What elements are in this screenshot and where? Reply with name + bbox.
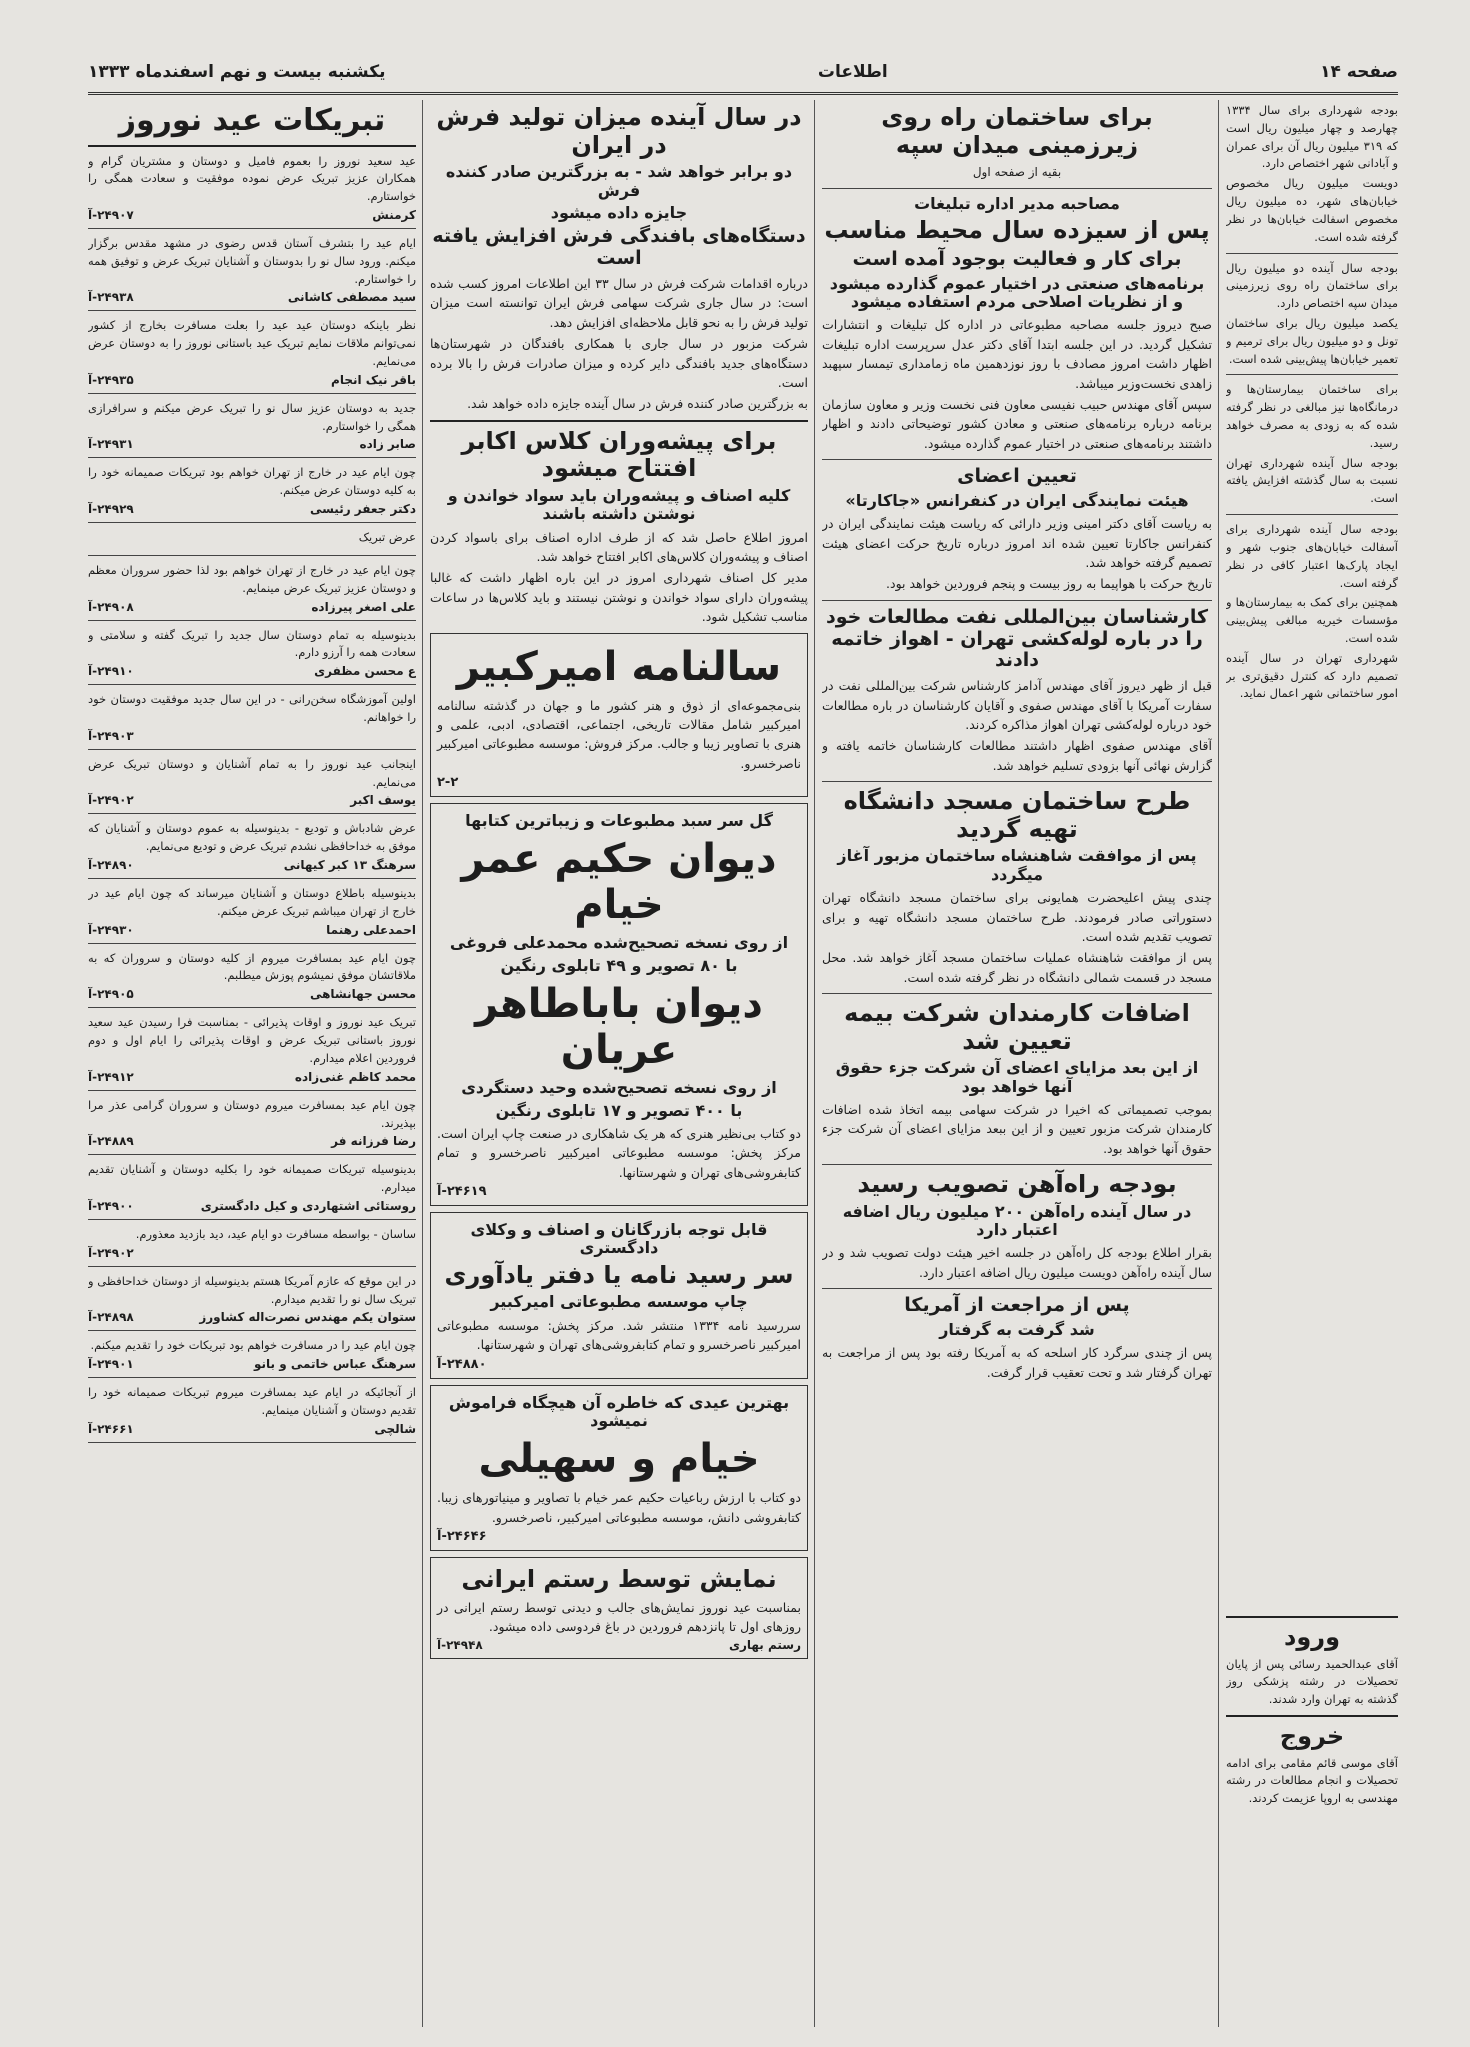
ad-rostam: [430, 1557, 808, 1659]
greeting-footer: [88, 208, 416, 222]
ad-title: سر رسید نامه یا دفتر یادآوری: [444, 1260, 794, 1289]
side-paragraph: بودجه سال آینده شهرداری تهران نسبت به سال گذشته افزایش یافته است.: [1226, 455, 1398, 506]
greeting-text: عرض تبریک: [358, 530, 416, 545]
article-paragraph: پس از موافقت شاهنشاه عملیات ساختمان مسجد آغاز خواهد شد. محل مسجد در قسمت شمالی دانشگاه در نظر گرفته شده است.: [822, 950, 1212, 985]
ad-pretitle: گل سر سبد مطبوعات و زیباترین کتابها: [465, 811, 773, 831]
greeting-notice: [88, 400, 416, 459]
arrivals-departures: [1226, 1610, 1398, 2027]
greeting-footer: [88, 437, 416, 451]
ad-text: سررسید نامه ۱۳۳۴ منتشر شد. مرکز پخش: موسسه مطبوعاتی امیرکبیر ناصرخسرو و تمام کتابفروشی‌های تهران و شهرستانها.: [437, 1317, 801, 1353]
subhead: دستگاه‌های بافندگی فرش افزایش یافته است: [432, 225, 806, 270]
greeting-text: عرض شادباش و تودیع - بدینوسیله به عموم دوستان و آشنایان که موفق به خداحافظی نشدم تبریک عرض و تودیع می‌نمایم.: [88, 821, 416, 854]
greeting-signature: یوسف اکبر: [350, 793, 416, 808]
greeting-notice: [88, 1384, 416, 1443]
greeting-code: ۲۴۸۹۸-آ: [88, 1310, 134, 1325]
ad-title: خیام و سهیلی: [478, 1436, 760, 1483]
greeting-notice: [88, 562, 416, 621]
greeting-code: ۲۴۶۶۱-آ: [88, 1421, 134, 1436]
ad-pretitle: قابل توجه بازرگانان و اصناف و وکلای دادگستری: [470, 1220, 768, 1258]
subhead: تعیین اعضای: [957, 465, 1077, 488]
greeting-notice: [88, 1226, 416, 1267]
greeting-signature: صابر زاده: [359, 437, 416, 452]
ad-code: ۲۴۶۱۹-آ: [437, 1184, 487, 1200]
ad-subtitle: با ۸۰ تصویر و ۴۹ تابلوی رنگین: [500, 955, 738, 975]
greeting-footer: [88, 729, 416, 743]
greeting-code: ۲۴۹۱۰-آ: [88, 664, 134, 679]
greeting-text: تبریک عید نوروز و اوقات پذیرائی - بمناسبت فرا رسیدن عید سعید نوروز باستانی تبریک عرض و اوقات پذیرائی را ایام اول و دوم فروردین اعلام میدارم.: [88, 1015, 416, 1065]
column-rule: [1218, 100, 1219, 2027]
ad-pretitle: بهترین عیدی که خاطره آن هیچگاه فراموش نمیشود: [448, 1392, 790, 1430]
subhead: طرح ساختمان مسجد دانشگاه تهیه گردید: [843, 787, 1191, 843]
arrivals-heading: ورود: [1284, 1623, 1340, 1651]
departures-text: آقای موسی قائم مقامی برای ادامه تحصیلات و انجام مطالعات در رشته مهندسی به اروپا عزیمت کردند.: [1226, 1755, 1398, 1806]
article-paragraph: مدیر کل اصناف شهرداری امروز در این باره اظهار داشت که غالبا پیشه‌وران دارای سواد خواندن و نوشتن نیستند و باید کلاس‌ها در ساعات مناسب تشکیل شود.: [430, 570, 808, 625]
article-paragraph: تاریخ حرکت با هواپیما به روز بیست و پنجم فروردین خواهد بود.: [886, 576, 1212, 592]
greeting-footer: [88, 1310, 416, 1324]
article-paragraph: چندی پیش اعلیحضرت همایونی برای ساختمان مسجد دانشگاه تهران دستوراتی صادر فرمودند. طرح ساختمان مسجد دانشگاه تهیه و برای تصویب تقدیم شده است.: [822, 890, 1212, 944]
headline-carpet: در سال آینده میزان تولید فرش در ایران: [436, 103, 802, 159]
side-paragraph: بودجه شهرداری برای سال ۱۳۳۴ چهارصد و چهار میلیون ریال است که ۳۱۹ میلیون ریال آن برای عمران و آبادانی شهر اختصاص دارد.: [1226, 103, 1398, 171]
greeting-notice: [88, 317, 416, 393]
ad-title: دیوان باباطاهر عریان: [475, 981, 763, 1074]
subhead: جایزه داده میشود: [550, 202, 688, 222]
greeting-signature: علی اصغر پیرزاده: [311, 599, 416, 614]
greeting-code: ۲۴۸۹۰-آ: [88, 858, 134, 872]
ad-footer: [437, 1638, 801, 1652]
ad-diary: [430, 1212, 808, 1379]
column-rule: [814, 100, 815, 2027]
ad-subtitle: از روی نسخه تصحیح‌شده محمدعلی فروغی: [449, 933, 789, 953]
article-paragraph: امروز اطلاع حاصل شد که از طرف اداره اصناف برای باسواد کردن اصناف و پیشه‌وران کلاس‌های اکابر افتتاح خواهد شد.: [430, 529, 808, 565]
greeting-footer: [88, 502, 416, 516]
greeting-text: جدید به دوستان عزیز سال نو را تبریک عرض میکنم و سرافرازی همگی را خواستارم.: [88, 400, 416, 433]
greeting-text: بدینوسیله به تمام دوستان سال جدید را تبریک گفته و سلامتی و سعادت همه را آرزو دارم.: [88, 627, 416, 660]
middle-column: [430, 100, 808, 2027]
ad-signature: رستم بهاری: [728, 1638, 801, 1653]
ad-yearbook: [430, 633, 808, 798]
side-paragraph: بودجه سال آینده دو میلیون ریال برای ساختمان راه روی زیرزمینی میدان سپه اختصاص دارد.: [1226, 260, 1398, 311]
subhead: پس از سیزده سال محیط مناسب: [824, 216, 1210, 245]
greeting-signature: سرهنگ ۱۳ کبر کیهانی: [283, 858, 416, 872]
ad-code: ۲۴۹۴۸-آ: [437, 1638, 483, 1653]
greeting-footer: [88, 1357, 416, 1371]
page-number: صفحه ۱۴: [1320, 62, 1398, 82]
subhead: برنامه‌های صنعتی در اختیار عموم گذارده میشود و از نظریات اصلاحی مردم استفاده میشود: [829, 273, 1205, 311]
ad-text: بمناسبت عید نوروز نمایش‌های جالب و دیدنی توسط رستم ایرانی در روزهای اول تا پانزدهم فروردین در باغ فردوسی داده میشود.: [437, 1599, 801, 1635]
greeting-signature: روستائی اشتهاردی و کیل دادگستری: [200, 1198, 416, 1213]
greeting-footer: [88, 923, 416, 937]
greeting-signature: باقر نیک انجام: [331, 372, 416, 387]
greeting-text: ایام عید را بتشرف آستان قدس رضوی در مشهد مقدس برگزار میکنم. ورود سال نو را بدوستان و آشنایان تبریک عرض و توفیق همه را خواستارم.: [88, 235, 416, 286]
arrivals-text: آقای عبدالحمید رسائی پس از پایان تحصیلات در رشته پزشکی روز گذشته به تهران وارد شدند.: [1226, 1656, 1398, 1707]
greeting-footer: [88, 858, 416, 872]
article-paragraph: صبح دیروز جلسه مصاحبه مطبوعاتی در اداره کل تبلیغات و انتشارات تشکیل گردید. در این جلسه ابتدا آقای دکتر عدل سرپرست اداره تبلیغات اظهار داشت امروز مصادف با روز نوزدهمین ماه زمامداری تیمسار سپهبد زاهدی نخست‌وزیر میباشد.: [822, 317, 1212, 391]
paper-name: اطلاعات: [817, 62, 888, 82]
headline-classes: برای پیشه‌وران کلاس اکابر افتتاح میشود: [461, 426, 777, 483]
greeting-code: ۲۴۸۸۹-آ: [88, 1134, 134, 1149]
article-paragraph: به ریاست آقای دکتر امینی وزیر دارائی که ریاست هیئت نمایندگی ایران در کنفرانس جاکارتا تعیین شده اند امروز درباره تاریخ حرکت اعضای هیئت تصمیم گرفته خواهد شد.: [822, 516, 1212, 570]
subhead: هیئت نمایندگی ایران در کنفرانس «جاکارتا»: [845, 490, 1189, 510]
greeting-footer: [88, 600, 416, 614]
subhead: از این بعد مزایای اعضای آن شرکت جزء حقوق آنها خواهد بود: [835, 1058, 1199, 1096]
ad-text: بنی‌مجموعه‌ای از ذوق و هنر کشور ما و جهان در گذشته سالنامه امیرکبیر شامل مقالات تاریخی، اجتماعی، اقتصادی، ادبی، علمی و هنری با تصاویر زیبا و جالب. مرکز فروش: موسسه مطبوعاتی امیرکبیر ناصرخسرو.: [437, 697, 801, 771]
article-paragraph: سپس آقای مهندس حبیب نفیسی معاون فنی نخست وزیر و معاون سازمان برنامه درباره برنامه‌های صنعتی و معادن کشور توضیحاتی دادند و اظهار داشتند برنامه‌های صنعتی در اختیار عموم گذارده میشود.: [822, 396, 1212, 451]
greeting-notice: [88, 153, 416, 229]
ad-text: دو کتاب بی‌نظیر هنری که هر یک شاهکاری در صنعت چاپ ایران است. مرکز پخش: موسسه مطبوعاتی امیرکبیر ناصرخسرو و تمام کتابفروشی‌های تهران و شهرستانها.: [437, 1125, 801, 1180]
greeting-notice: [88, 1014, 416, 1090]
greeting-text: ساسان - بواسطه مسافرت دو ایام عید، دید بازدید معذورم.: [135, 1226, 416, 1241]
subhead: در سال آینده راه‌آهن ۲۰۰ میلیون ریال اضافه اعتبار دارد: [842, 1201, 1192, 1240]
greeting-code: ۲۴۹۱۲-آ: [88, 1069, 134, 1084]
column-rule: [422, 100, 423, 2027]
greeting-notice: [88, 235, 416, 311]
greeting-code: ۲۴۹۰۳-آ: [88, 728, 134, 743]
greeting-code: ۲۴۹۰۰-آ: [88, 1198, 134, 1213]
greeting-footer: [88, 1246, 416, 1260]
article-paragraph: به بزرگترین صادر کننده فرش در سال آینده جایزه داده خواهد شد.: [467, 396, 808, 412]
greeting-notice: [88, 885, 416, 944]
ad-subtitle: چاپ موسسه مطبوعاتی امیرکبیر: [490, 1292, 748, 1312]
subhead: کارشناسان بین‌المللی نفت مطالعات خود را در باره لوله‌کشی تهران - اهواز خاتمه دادند: [825, 605, 1209, 672]
greeting-text: بدینوسیله باطلاع دوستان و آشنایان میرساند که چون ایام عید در خارج از تهران میباشم تبریک عرض میکنم.: [88, 886, 416, 918]
greeting-text: نظر باینکه دوستان عید عید را بعلت مسافرت بخارج از کشور نمی‌توانم ملاقات نمایم تبریک عید باستانی نوروز را به دوستان عرض می‌نمایم.: [88, 318, 416, 368]
side-paragraph: یکصد میلیون ریال برای ساختمان تونل و دو میلیون ریال برای ترمیم و تعمیر خیابان‌ها پیش‌بینی شده است.: [1226, 315, 1398, 366]
greeting-text: در این موقع که عازم آمریکا هستم بدینوسیله از دوستان خداحافظی و تبریک سال نو را تقدیم میدارم.: [88, 1273, 416, 1306]
greeting-code: ۲۴۹۳۱-آ: [88, 437, 134, 452]
side-paragraph: برای ساختمان بیمارستان‌ها و درمانگاه‌ها نیز مبالغی در نظر گرفته شده که به زودی به مصرف خواهد رسید.: [1226, 382, 1398, 450]
greeting-text: اولین آموزشگاه سخن‌رانی - در این سال جدید موفقیت دوستان خود را خواهانم.: [88, 692, 416, 724]
greeting-notice: [88, 1273, 416, 1332]
greeting-notice: [88, 1161, 416, 1220]
greeting-notice: [88, 1097, 416, 1156]
greeting-notice: [88, 820, 416, 879]
greeting-text: بدینوسیله تبریکات صمیمانه خود را بکلیه دوستان و آشنایان تقدیم میدارم.: [88, 1162, 416, 1195]
subhead: پس از موافقت شاهنشاه ساختمان مزبور آغاز میگردد: [837, 846, 1197, 884]
subhead: کلیه اصناف و پیشه‌وران باید سواد خواندن و نوشتن داشته باشند: [447, 485, 791, 524]
greeting-notice: [88, 627, 416, 686]
ad-title: دیوان حکیم عمر خیام: [461, 836, 777, 929]
greeting-signature: سید مصطفی کاشانی: [287, 290, 416, 305]
continued-note: بقیه از صفحه اول: [972, 165, 1062, 180]
ad-khayyam-soheili: [430, 1385, 808, 1552]
greeting-code: ۲۴۹۰۵-آ: [88, 987, 134, 1002]
side-paragraph: همچنین برای کمک به بیمارستان‌ها و مؤسسات خیریه مبالغی پیش‌بینی شده است.: [1226, 595, 1398, 645]
ad-code: ۲-۲: [437, 775, 459, 791]
greeting-footer: [88, 1199, 416, 1213]
article-paragraph: آقای مهندس صفوی اظهار داشتند مطالعات کارشناسان خاتمه یافته و گزارش نهائی آنها بزودی تسلیم خواهد شد.: [822, 738, 1212, 773]
article-paragraph: بقرار اطلاع بودجه کل راه‌آهن در جلسه اخیر هیئت دولت تصویب شد و در سال آینده راه‌آهن دویست میلیون ریال اضافه اعتبار دارد.: [822, 1245, 1212, 1280]
subhead: شد گرفت به گرفتار: [939, 1320, 1095, 1340]
ad-khayyam-babataher: [430, 803, 808, 1206]
greeting-signature: شالچی: [374, 1421, 416, 1436]
subhead: پس از مراجعت از آمریکا: [904, 1294, 1130, 1317]
headline-main: برای ساختمان راه روی زیرزمینی میدان سپه: [881, 103, 1153, 159]
greeting-notice: [88, 756, 416, 815]
greeting-footer: [88, 793, 416, 807]
ad-code: ۲۴۸۸۰-آ: [437, 1356, 487, 1372]
subhead: اضافات کارمندان شرکت بیمه تعیین شد: [844, 999, 1190, 1055]
greeting-footer: [88, 290, 416, 304]
greeting-footer: [88, 373, 416, 387]
greeting-code: ۲۴۹۰۲-آ: [88, 1245, 134, 1260]
article-paragraph: شرکت مزبور در سال جاری با همکاری بافندگان در شهرستان‌ها دستگاه‌های جدید بافندگی دایر کرده و میزان صادرات فرش را بالا برده است.: [430, 336, 808, 390]
side-paragraph: بودجه سال آینده شهرداری برای آسفالت خیابان‌های جنوب شهر و ایجاد پارک‌ها اعتبار کافی در نظر گرفته است.: [1226, 522, 1398, 590]
greeting-code: ۲۴۹۰۷-آ: [88, 207, 134, 222]
greeting-signature: ستوان یکم مهندس نصرت‌اله کشاورز: [199, 1310, 416, 1325]
greeting-notice: [88, 691, 416, 750]
greeting-code: ۲۴۹۳۰-آ: [88, 922, 134, 937]
ad-code: ۲۴۶۴۶-آ: [437, 1529, 487, 1545]
greeting-signature: کرمنش: [372, 207, 416, 222]
greeting-text: عید سعید نوروز را بعموم فامیل و دوستان و مشتریان گرام و همکاران عزیز تبریک عرض نموده موفقیت و سعادت همگی را خواستارم.: [88, 153, 416, 204]
subhead: بودجه راه‌آهن تصویب رسید: [857, 1170, 1177, 1199]
greeting-footer: [88, 987, 416, 1001]
side-paragraph: شهرداری تهران در سال آینده تصمیم دارد که کنترل دقیق‌تری بر امور ساختمانی شهر اعمال نماید.: [1226, 650, 1398, 701]
greeting-notice: [88, 464, 416, 523]
greeting-footer: [88, 1422, 416, 1436]
greeting-code: ۲۴۹۲۹-آ: [88, 502, 134, 517]
greeting-notice: [88, 950, 416, 1009]
greetings-column: [88, 100, 416, 2027]
greeting-signature: ع محسن مظفری: [314, 664, 416, 679]
side-paragraph: دویست میلیون ریال مخصوص خیابان‌های شهر، ده میلیون ریال مخصوص اسفالت خیابان‌ها در نظر گرفته شده است.: [1226, 176, 1398, 244]
news-column: [822, 100, 1212, 2027]
greeting-footer: [88, 1070, 416, 1084]
greeting-text: چون ایام عید در خارج از تهران خواهم بود تبریکات صمیمانه خود را به کلیه دوستان عرض میکنم.: [88, 465, 416, 498]
greeting-footer: [88, 1134, 416, 1148]
subhead: برای کار و فعالیت بوجود آمده است: [852, 247, 1182, 270]
ad-title: نمایش توسط رستم ایرانی: [461, 1565, 777, 1594]
greeting-code: ۲۴۹۰۱-آ: [88, 1357, 134, 1372]
subhead: دو برابر خواهد شد - به بزرگترین صادر کننده فرش: [445, 162, 793, 200]
article-paragraph: پس از چندی سرگرد کار اسلحه که به آمریکا رفته بود پس از مراجعت به تهران گرفتار شد و تحت تعقیب قرار گرفت.: [822, 1345, 1212, 1380]
greeting-code: ۲۴۹۰۲-آ: [88, 793, 134, 808]
greeting-text: چون ایام عید بمسافرت میروم از کلیه دوستان و سروران که به ملاقاتشان موفق نمیشوم پوزش میطلبم.: [88, 950, 416, 983]
greeting-signature: رضا فرزانه فر: [331, 1134, 416, 1149]
greeting-code: ۲۴۹۳۵-آ: [88, 372, 134, 387]
greeting-text: چون ایام عید را در مسافرت خواهم بود تبریکات خود را تقدیم میکنم.: [90, 1338, 416, 1353]
ad-subtitle: با ۴۰۰ تصویر و ۱۷ تابلوی رنگین: [495, 1100, 743, 1120]
greeting-signature: دکتر جعفر رئیسی: [309, 502, 416, 517]
subhead: مصاحبه مدیر اداره تبلیغات: [914, 193, 1120, 213]
greetings-heading: تبریکات عید نوروز: [118, 103, 386, 138]
greeting-code: ۲۴۹۳۸-آ: [88, 290, 134, 305]
article-paragraph: قبل از ظهر دیروز آقای مهندس آدامز کارشناس شرکت بین‌المللی نفت در سفارت آمریکا با آقای مهندس صفوی و آقایان کارشناسان در باره مطالعات خود درباره لوله‌کشی تهران اهواز مذاکره کردند.: [822, 678, 1212, 733]
departures-heading: خروج: [1279, 1722, 1345, 1751]
greeting-signature: سرهنگ عباس خاتمی و بانو: [254, 1357, 416, 1372]
greeting-notice: [88, 1337, 416, 1378]
article-paragraph: درباره اقدامات شرکت فرش در سال ۳۳ این اطلاعات امروز کسب شده است: در سال جاری شرکت سهامی فرش ایران توانسته است میزان تولید فرش را به نحو قابل ملاحظه‌ای افزایش دهد.: [430, 276, 808, 330]
greeting-signature: محسن جهانشاهی: [309, 987, 416, 1002]
ad-title: سالنامه امیرکبیر: [456, 643, 782, 690]
issue-date: یکشنبه بیست و نهم اسفندماه ۱۳۳۳: [88, 62, 386, 82]
greeting-code: ۲۴۹۰۸-آ: [88, 599, 134, 614]
article-paragraph: بموجب تصمیماتی که اخیرا در شرکت سهامی بیمه اتخاذ شده اضافات کارمندان شرکت مزبور تعیین و از این ببعد مزایای اعضای آن شرکت جزء حقوق آنها خواهد بود.: [822, 1101, 1212, 1156]
greeting-text: چون ایام عید بمسافرت میروم دوستان و سروران گرامی عذر مرا بپذیرند.: [88, 1097, 416, 1130]
greeting-signature: احمدعلی رهنما: [326, 922, 416, 937]
greetings-list: [88, 153, 416, 1443]
greeting-signature: محمد کاظم غنی‌زاده: [294, 1069, 416, 1084]
greeting-text: از آنجائیکه در ایام عید بمسافرت میروم تبریکات صمیمانه خود را تقدیم دوستان و آشنایان مینمایم.: [88, 1385, 416, 1417]
masthead: [88, 52, 1398, 95]
greeting-text: چون ایام عید در خارج از تهران خواهم بود لذا حضور سروران معظم و دوستان عزیز تبریک عرض مینمایم.: [88, 562, 416, 595]
ad-text: دو کتاب با ارزش رباعیات حکیم عمر خیام با تصاویر و مینیاتورهای زیبا. کتابفروشی دانش، موسسه مطبوعاتی امیرکبیر، ناصرخسرو.: [437, 1490, 801, 1525]
greeting-notice: [88, 529, 416, 556]
ad-subtitle: از روی نسخه تصحیح‌شده وحید دستگردی: [461, 1078, 777, 1098]
greeting-text: اینجانب عید نوروز را به تمام آشنایان و دوستان تبریک عرض می‌نمایم.: [88, 756, 416, 789]
greeting-footer: [88, 664, 416, 678]
